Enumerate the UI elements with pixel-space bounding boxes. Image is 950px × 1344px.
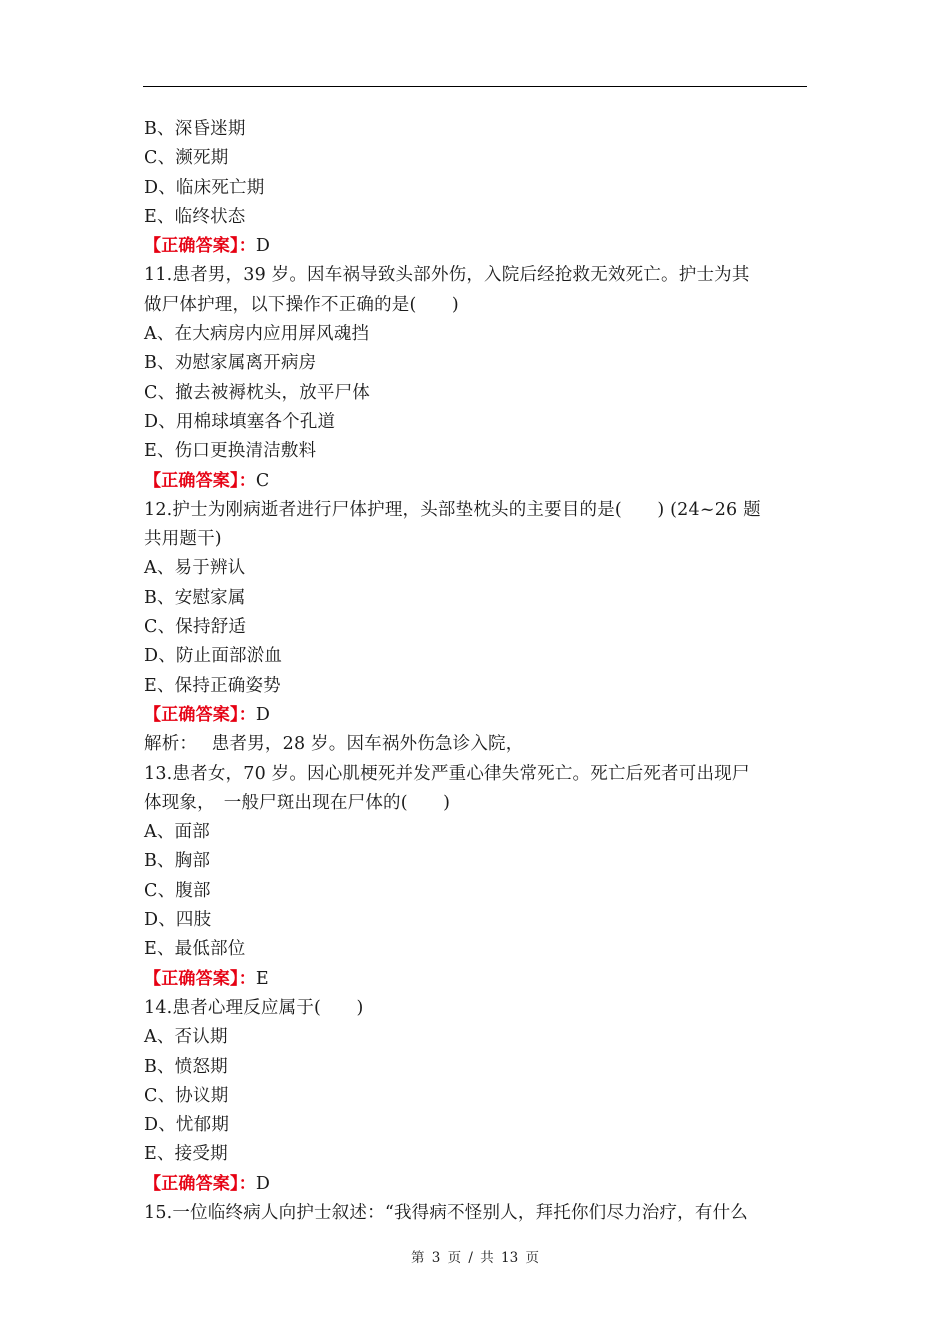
text-line: E、临终状态 [144, 206, 246, 227]
answer-line [144, 701, 808, 730]
text-line: E、最低部位 [144, 939, 246, 960]
answer-value: D [255, 1173, 271, 1194]
answer-label: 【正确答案】： [144, 704, 256, 725]
answer-value: C [255, 470, 270, 491]
text-line: 体现象， 一般尸斑出现在尸体的( ) [144, 792, 451, 813]
answer-label: 【正确答案】： [144, 236, 256, 257]
answer-label: 【正确答案】： [144, 470, 256, 491]
text-line: B、安慰家属 [144, 587, 246, 608]
text-line: D、防止面部淤血 [144, 646, 283, 667]
text-line: E、伤口更换清洁敷料 [144, 441, 317, 462]
text-line: D、用棉球填塞各个孔道 [144, 411, 336, 432]
page-footer: 第 3 页 / 共 13 页 [410, 1250, 540, 1266]
text-line: D、忧郁期 [144, 1115, 230, 1136]
text-line: E、接受期 [144, 1144, 228, 1165]
text-line: A、否认期 [144, 1027, 228, 1048]
text-line: 15.一位临终病人向护士叙述：“我得病不怪别人，拜托你们尽力治疗，有什么 [144, 1202, 748, 1223]
text-line: C、撤去被褥枕头，放平尸体 [144, 382, 370, 403]
text-line: C、濒死期 [144, 148, 229, 169]
text-line: 共用题干) [144, 529, 222, 550]
text-line: D、四肢 [144, 910, 212, 931]
header-rule [143, 86, 807, 87]
text-line: B、愤怒期 [144, 1056, 228, 1077]
answer-line [144, 232, 808, 261]
answer-label: 【正确答案】： [144, 1173, 256, 1194]
text-line: 做尸体护理，以下操作不正确的是( ) [144, 294, 459, 315]
answer-value: D [255, 704, 271, 725]
text-line: 12.护士为刚病逝者进行尸体护理，头部垫枕头的主要目的是( ) (24~26 题 [144, 499, 761, 520]
text-line: B、劝慰家属离开病房 [144, 353, 317, 374]
text-line: E、保持正确姿势 [144, 675, 281, 696]
text-line: A、在大病房内应用屏风魂挡 [144, 324, 370, 345]
answer-value: D [255, 236, 271, 257]
text-line: A、面部 [144, 822, 210, 843]
text-line: 14.患者心理反应属于( ) [144, 997, 364, 1018]
text-line: 解析： 患者男，28 岁。因车祸外伤急诊入院， [144, 734, 524, 755]
text-line: 13.患者女，70 岁。因心肌梗死并发严重心律失常死亡。死亡后死者可出现尸 [144, 763, 750, 784]
text-line: 11.患者男，39 岁。因车祸导致头部外伤，入院后经抢救无效死亡。护士为其 [144, 265, 750, 286]
answer-value: E [255, 968, 269, 989]
text-line: A、易于辨认 [144, 558, 246, 579]
document-body [144, 115, 808, 1228]
text-line: C、协议期 [144, 1085, 229, 1106]
answer-line [144, 965, 808, 994]
answer-label: 【正确答案】： [144, 968, 256, 989]
text-line: B、深昏迷期 [144, 119, 246, 139]
text-line: C、腹部 [144, 880, 211, 901]
answer-line [144, 1170, 808, 1199]
text-line: C、保持舒适 [144, 617, 247, 638]
text-line: D、临床死亡期 [144, 177, 265, 198]
text-line: B、胸部 [144, 851, 211, 872]
answer-line [144, 467, 808, 496]
